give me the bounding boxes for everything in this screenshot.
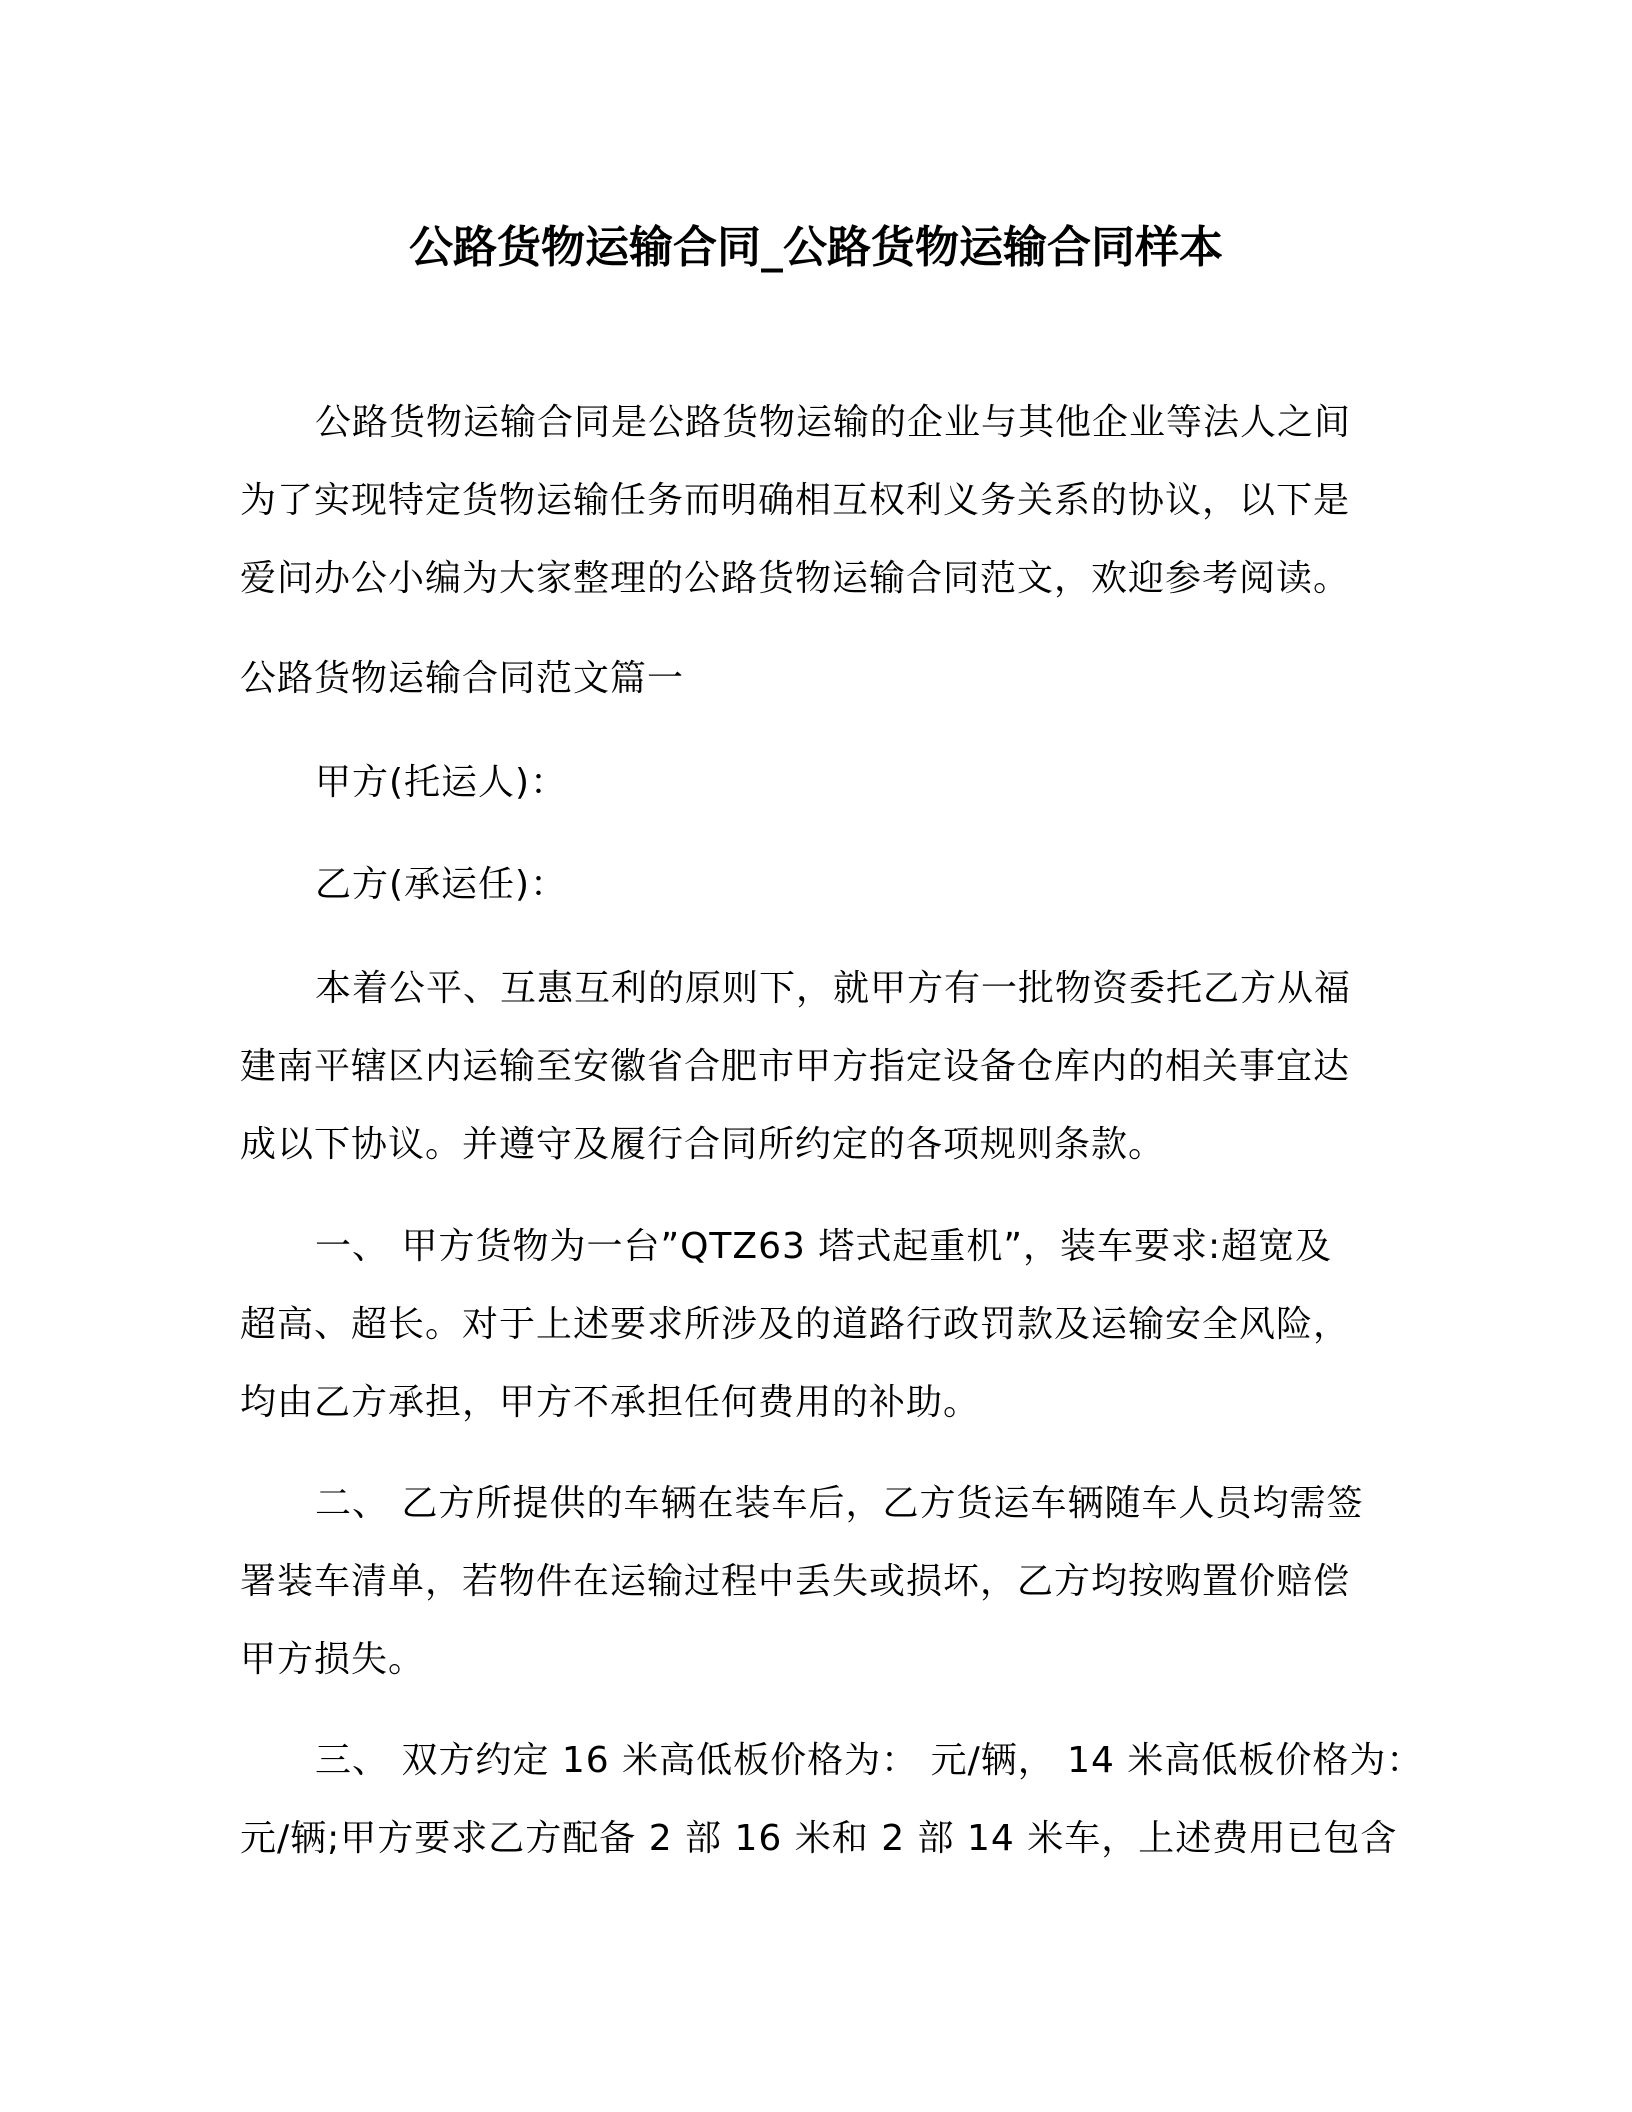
intro-line: 为了实现特定货物运输任务而明确相互权利义务关系的协议，以下是: [240, 480, 1351, 521]
clause-1-line: 均由乙方承担，甲方不承担任何费用的补助。: [240, 1382, 981, 1423]
preamble-line: 建南平辖区内运输至安徽省合肥市甲方指定设备仓库内的相关事宜达: [240, 1046, 1351, 1087]
clause-3-line: 三、 双方约定 16 米高低板价格为： 元/辆， 14 米高低板价格为：: [315, 1740, 1424, 1781]
clause-3-paragraph: [240, 1722, 1424, 1878]
clause-2-paragraph: [240, 1465, 1378, 1699]
clause-2-line: 二、 乙方所提供的车辆在装车后，乙方货运车辆随车人员均需签: [315, 1483, 1364, 1524]
section-heading: [240, 640, 1378, 718]
clause-3-line: 元/辆;甲方要求乙方配备 2 部 16 米和 2 部 14 米车，上述费用已包含: [240, 1818, 1398, 1859]
party-b-label: 乙方(承运任)：: [315, 864, 568, 905]
document-title: 公路货物运输合同_公路货物运输合同样本: [409, 222, 1223, 273]
section-heading-text: 公路货物运输合同范文篇一: [240, 658, 685, 699]
clause-1-line: 超高、超长。对于上述要求所涉及的道路行政罚款及运输安全风险，: [240, 1304, 1351, 1345]
clause-2-line: 甲方损失。: [240, 1639, 426, 1680]
intro-paragraph: [240, 384, 1378, 618]
clause-2-line: 署装车清单，若物件在运输过程中丢失或损坏，乙方均按购置价赔偿: [240, 1561, 1351, 1602]
preamble-paragraph: [240, 950, 1378, 1184]
clause-1-line: 一、 甲方货物为一台”QTZ63 塔式起重机”，装车要求:超宽及: [315, 1226, 1333, 1267]
clause-1-paragraph: [240, 1208, 1378, 1442]
party-a-label: 甲方(托运人)：: [315, 762, 568, 803]
party-a-line: [240, 744, 1378, 822]
preamble-line: 成以下协议。并遵守及履行合同所约定的各项规则条款。: [240, 1124, 1166, 1165]
intro-line: 爱问办公小编为大家整理的公路货物运输合同范文，欢迎参考阅读。: [240, 558, 1351, 599]
intro-line: 公路货物运输合同是公路货物运输的企业与其他企业等法人之间: [315, 402, 1352, 443]
preamble-line: 本着公平、互惠互利的原则下，就甲方有一批物资委托乙方从福: [315, 968, 1352, 1009]
party-b-line: [240, 846, 1378, 924]
